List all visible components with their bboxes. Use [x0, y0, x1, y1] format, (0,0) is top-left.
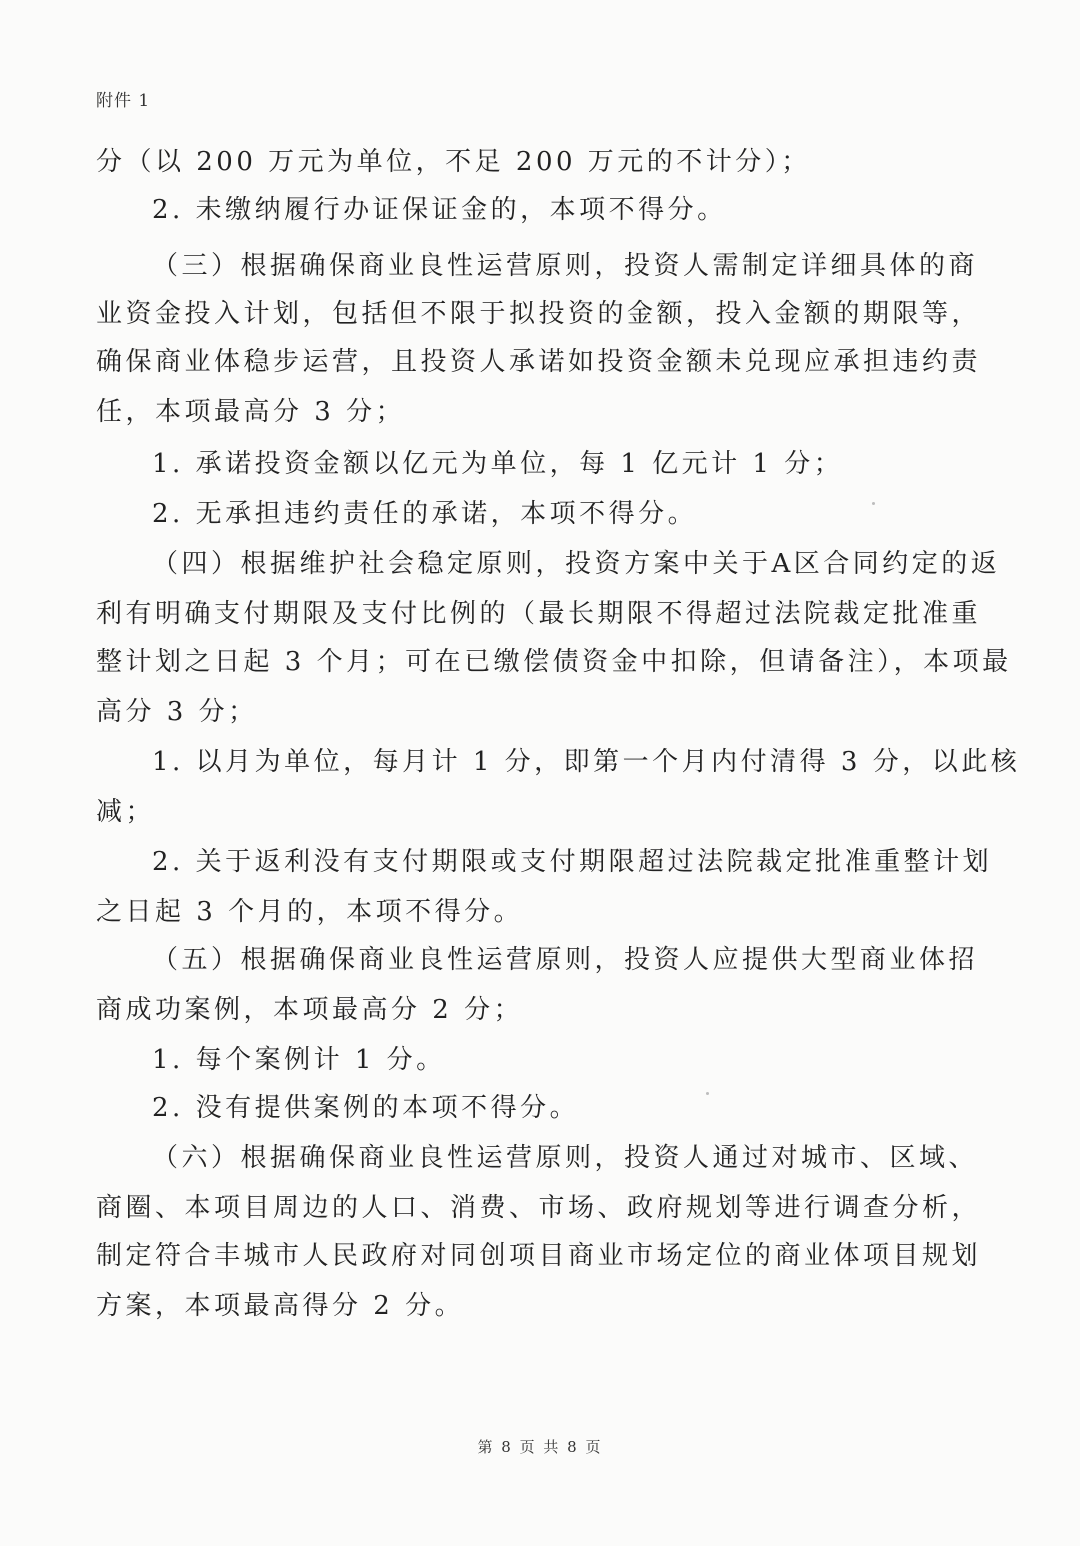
text-line: 减； — [96, 797, 156, 827]
text-line: 分（以 200 万元为单位，不足 200 万元的不计分）； — [96, 147, 811, 177]
text-line: 方案，本项最高得分 2 分。 — [96, 1291, 465, 1321]
text-line: 利有明确支付期限及支付比例的（最长期限不得超过法院裁定批准重 — [96, 599, 982, 629]
text-line: 高分 3 分； — [96, 697, 258, 727]
scan-speck — [872, 502, 875, 505]
text-line: 业资金投入计划，包括但不限于拟投资的金额，投入金额的期限等， — [96, 299, 982, 329]
text-line: 商成功案例，本项最高分 2 分； — [96, 995, 524, 1025]
text-line: 1. 承诺投资金额以亿元为单位，每 1 亿元计 1 分； — [152, 449, 844, 479]
text-line: （六）根据确保商业良性运营原则，投资人通过对城市、区域、 — [152, 1143, 979, 1173]
text-line: 整计划之日起 3 个月；可在已缴偿债资金中扣除，但请备注），本项最 — [96, 647, 1012, 677]
text-line: 商圈、本项目周边的人口、消费、市场、政府规划等进行调查分析， — [96, 1193, 982, 1223]
text-line: 任，本项最高分 3 分； — [96, 397, 406, 427]
text-line: （四）根据维护社会稳定原则，投资方案中关于A区合同约定的返 — [152, 549, 1001, 579]
text-line: 确保商业体稳步运营，且投资人承诺如投资金额未兑现应承担违约责 — [96, 347, 982, 377]
scan-speck — [706, 1092, 709, 1095]
text-line: 2. 没有提供案例的本项不得分。 — [152, 1093, 580, 1123]
text-line: （三）根据确保商业良性运营原则，投资人需制定详细具体的商 — [152, 251, 979, 281]
text-line: 2. 无承担违约责任的承诺，本项不得分。 — [152, 499, 698, 529]
text-line: （五）根据确保商业良性运营原则，投资人应提供大型商业体招 — [152, 945, 979, 975]
text-line: 1. 每个案例计 1 分。 — [152, 1045, 446, 1075]
text-line: 制定符合丰城市人民政府对同创项目商业市场定位的商业体项目规划 — [96, 1241, 982, 1271]
text-line: 1. 以月为单位，每月计 1 分，即第一个月内付清得 3 分，以此核 — [152, 747, 1021, 777]
text-line: 之日起 3 个月的，本项不得分。 — [96, 897, 524, 927]
text-line: 2. 关于返利没有支付期限或支付期限超过法院裁定批准重整计划 — [152, 847, 993, 877]
page-number: 第 8 页 共 8 页 — [477, 1438, 603, 1456]
attachment-label: 附件 1 — [96, 91, 151, 111]
text-line: 2. 未缴纳履行办证保证金的，本项不得分。 — [152, 195, 727, 225]
